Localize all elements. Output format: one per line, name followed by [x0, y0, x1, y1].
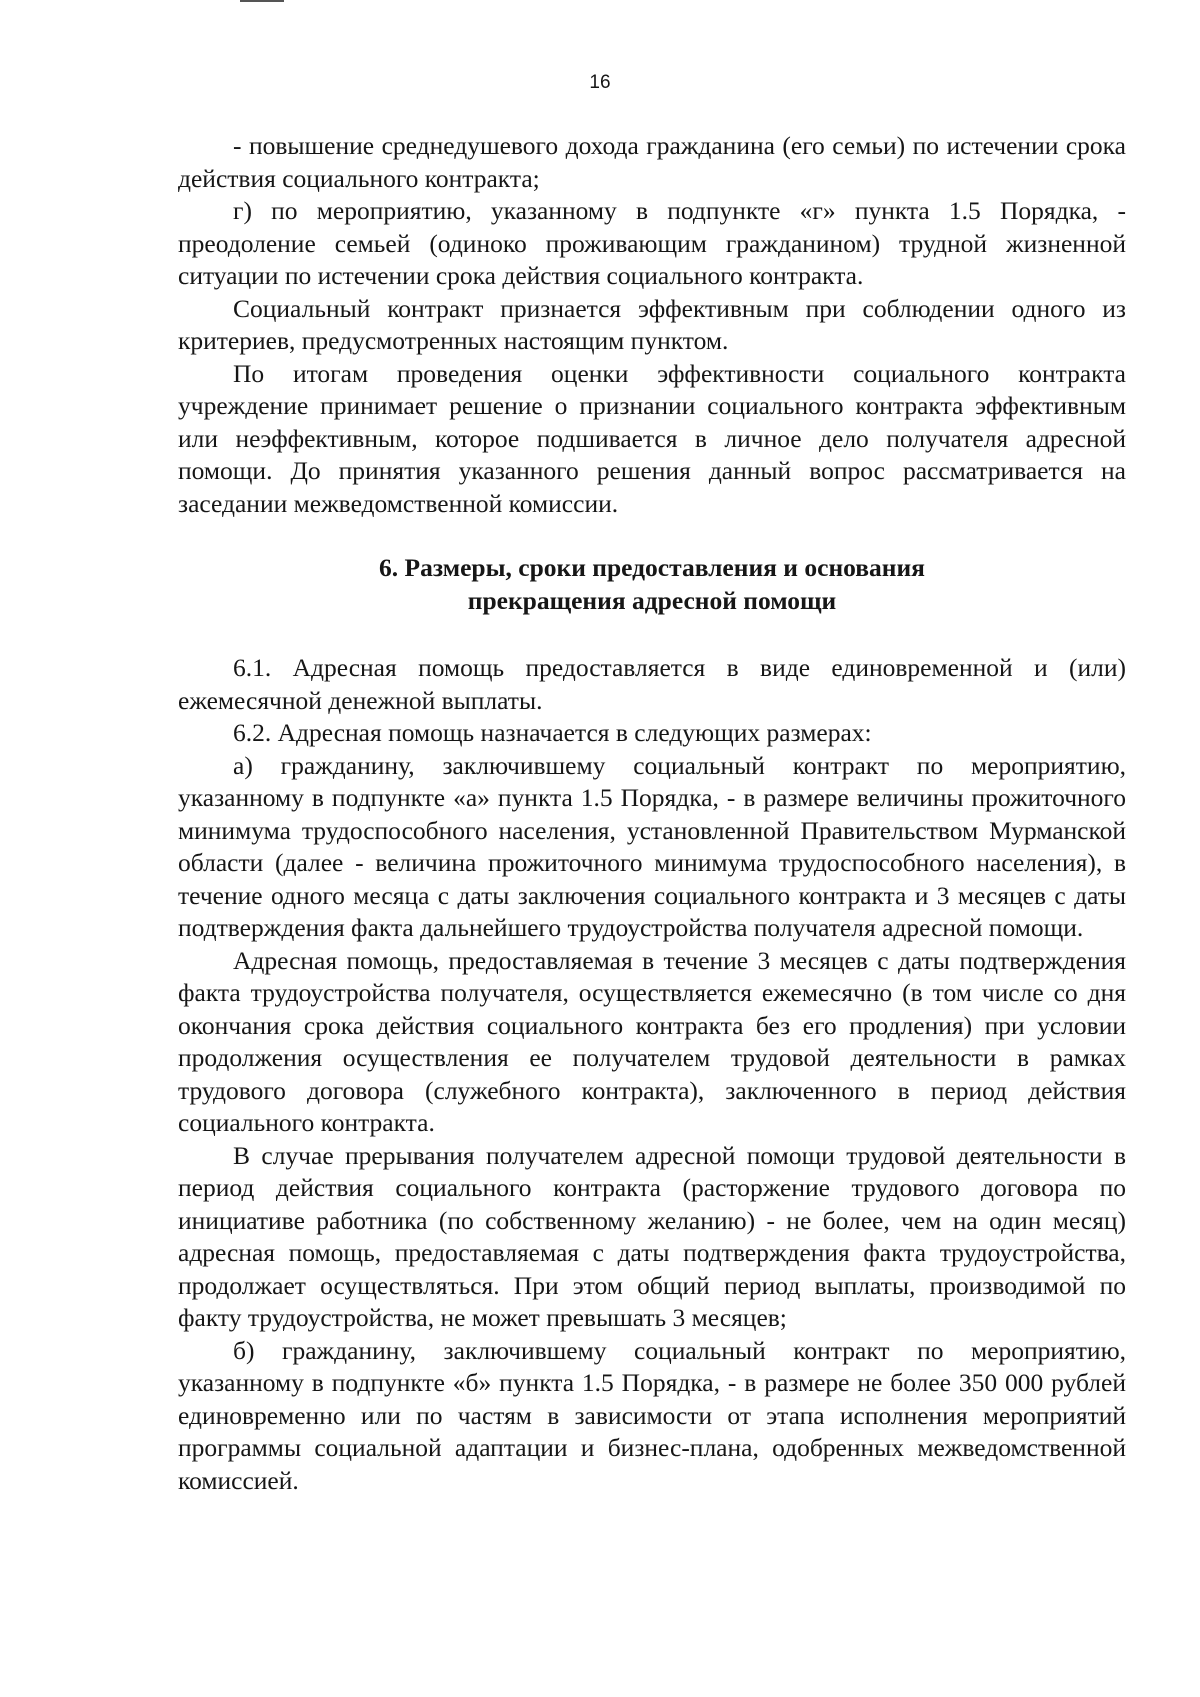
paragraph: г) по мероприятию, указанному в подпункте «г» пункта 1.5 Порядка, - преодоление семьей (одиноко проживающим гражданином) трудной жизненной ситуации по истечении срока действия социального контракта.: [178, 196, 1126, 290]
section-heading-line-1: 6. Размеры, сроки предоставления и основания: [379, 553, 925, 582]
paragraph: 6.1. Адресная помощь предоставляется в виде единовременной и (или) ежемесячной денежной выплаты.: [178, 653, 1126, 715]
paragraph: В случае прерывания получателем адресной помощи трудовой деятельности в период действия социального контракта (расторжение трудового договора по инициативе работника (по собственному желанию) - не более, чем на один месяц) адресная помощь, предоставляемая с даты подтверждения факта трудоустройства, продолжает осуществляться. При этом общий период выплаты, производимой по факту трудоустройства, не может превышать 3 месяцев;: [178, 1140, 1126, 1332]
section-heading-line-2: прекращения адресной помощи: [467, 585, 837, 615]
paragraph: б) гражданину, заключившему социальный контракт по мероприятию, указанному в подпункте «б» пункта 1.5 Порядка, - в размере не более 350 000 рублей единовременно или по частям в зависимости от этапа исполнения мероприятий программы социальной адаптации и бизнес-плана, одобренных межведомственной комиссией.: [178, 1335, 1126, 1495]
paragraph: По итогам проведения оценки эффективности социального контракта учреждение принимает решение о признании социального контракта эффективным или неэффективным, которое подшивается в личное дело получателя адресной помощи. До принятия указанного решения данный вопрос рассматривается на заседании межведомственной комиссии.: [178, 358, 1126, 518]
paragraph: - повышение среднедушевого дохода гражданина (его семьи) по истечении срока действия социального контракта;: [178, 131, 1126, 193]
scan-mark: [240, 0, 284, 2]
paragraph: 6.2. Адресная помощь назначается в следующих размерах:: [233, 718, 872, 747]
section-heading: [178, 552, 1126, 617]
paragraph: Социальный контракт признается эффективным при соблюдении одного из критериев, предусмотренных настоящим пунктом.: [178, 293, 1126, 355]
paragraph: а) гражданину, заключившему социальный контракт по мероприятию, указанному в подпункте «а» пункта 1.5 Порядка, - в размере величины прожиточного минимума трудоспособного населения, установленной Правительством Мурманской области (далее - величина прожиточного минимума трудоспособного населения), в течение одного месяца с даты заключения социального контракта и 3 месяцев с даты подтверждения факта дальнейшего трудоустройства получателя адресной помощи.: [178, 750, 1126, 942]
page-number: 16: [589, 72, 611, 93]
text-block-bottom: [178, 652, 1126, 1497]
text-block-top: [178, 130, 1126, 520]
paragraph: Адресная помощь, предоставляемая в течение 3 месяцев с даты подтверждения факта трудоустройства получателя, осуществляется ежемесячно (в том числе со дня окончания срока действия социального контракта без его продления) при условии продолжения осуществления ее получателем трудовой деятельности в рамках трудового договора (служебного контракта), заключенного в период действия социального контракта.: [178, 945, 1126, 1137]
